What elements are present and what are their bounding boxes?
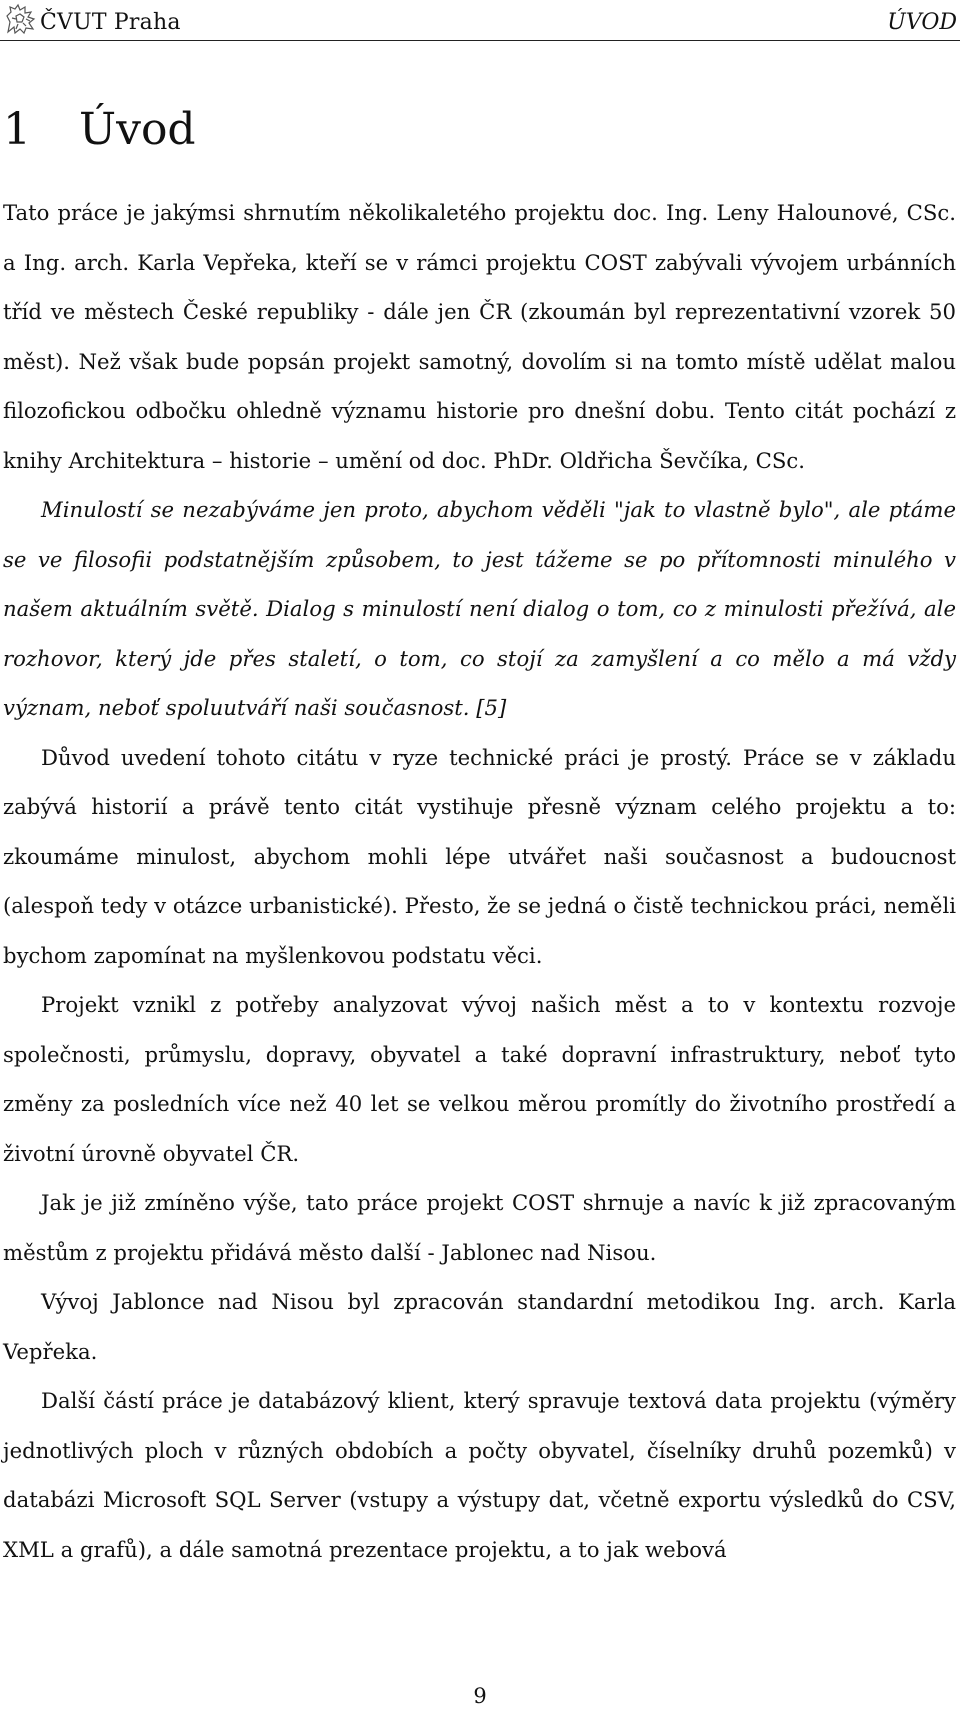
paragraph: Tato práce je jakýmsi shrnutím několikaletého projektu doc. Ing. Leny Halounové, CSc. a Ing. arch. Karla Vepřeka, kteří se v rámci projektu COST zabývali vývojem urbánních tříd ve městech České republiky - dále jen ČR (zkoumán byl reprezentativní vzorek 50 měst). Než však bude popsán projekt samotný, dovolím si na tomto místě udělat malou filozofickou odbočku ohledně významu historie pro dnešní dobu. Tento citát pochází z knihy Architektura – historie – umění od doc. PhDr. Oldřicha Ševčíka, CSc. bbox=[3, 200, 956, 473]
paragraph: Jak je již zmíněno výše, tato práce projekt COST shrnuje a navíc k již zpracovaným městům z projektu přidává město další - Jablonec nad Nisou. bbox=[3, 1190, 956, 1265]
section-number: 1 bbox=[3, 104, 31, 155]
paragraph: Vývoj Jablonce nad Nisou byl zpracován standardní metodikou Ing. arch. Karla Vepřeka. bbox=[3, 1289, 956, 1364]
paragraph: Další částí práce je databázový klient, který spravuje textová data projektu (výměry jednotlivých ploch v různých obdobích a počty obyvatel, číselníky druhů pozemků) v databázi Microsoft SQL Server (vstupy a výstupy dat, včetně exportu výsledků do CSV, XML a grafů), a dále samotná prezentace projektu, a to jak webová bbox=[3, 1388, 956, 1562]
body-text bbox=[3, 188, 956, 1574]
paragraph: Projekt vznikl z potřeby analyzovat vývoj našich měst a to v kontextu rozvoje společnosti, průmyslu, dopravy, obyvatel a také dopravní infrastruktury, neboť tyto změny za posledních více než 40 let se velkou měrou promítly do životního prostředí a životní úrovně obyvatel ČR. bbox=[3, 992, 956, 1166]
section-title: Úvod bbox=[79, 104, 196, 155]
quotation: Minulostí se nezabýváme jen proto, abychom věděli "jak to vlastně bylo", ale ptáme se ve filosofii podstatnějším způsobem, to jest tážeme se po přítomnosti minulého v našem aktuálním světě. Dialog s minulostí není dialog o tom, co z minulosti přežívá, ale rozhovor, který jde přes staletí, o tom, co stojí za zamyšlení a co mělo a má vždy význam, neboť spoluutváří naši současnost. [5] bbox=[3, 497, 956, 720]
header-rule bbox=[0, 40, 960, 41]
page-number: 9 bbox=[473, 1684, 487, 1708]
header-institution: ČVUT Praha bbox=[40, 10, 181, 35]
paragraph: Důvod uvedení tohoto citátu v ryze technické práci je prostý. Práce se v základu zabývá historií a právě tento citát vystihuje přesně význam celého projektu a to: zkoumáme minulost, abychom mohli lépe utvářet naši současnost a budoucnost (alespoň tedy v otázce urbanistické). Přesto, že se jedná o čistě technickou práci, neměli bychom zapomínat na myšlenkovou podstatu věci. bbox=[3, 744, 956, 968]
header-chapter: ÚVOD bbox=[887, 10, 957, 35]
section-heading bbox=[3, 100, 196, 160]
cvut-lion-logo-icon bbox=[4, 2, 38, 36]
running-header bbox=[0, 0, 960, 40]
